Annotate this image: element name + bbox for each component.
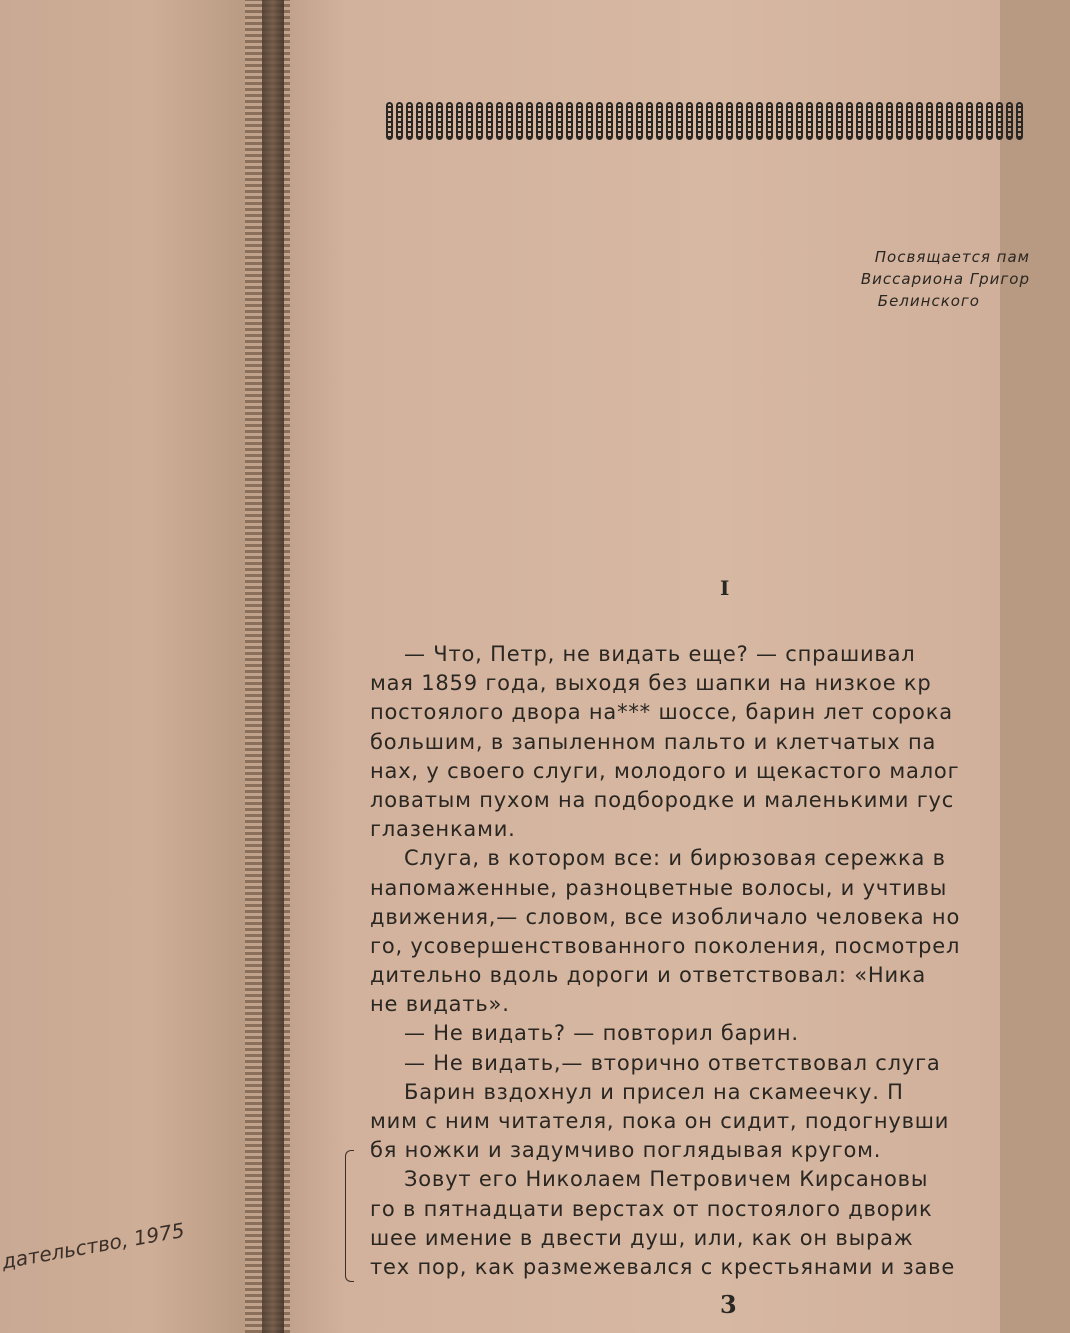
ornament-link [946,102,953,140]
ornament-link [746,102,753,140]
right-page [290,0,1030,1333]
text-line: го в пятнадцати верстах от постоялого дворик [370,1196,933,1221]
text-line: не видать». [370,992,510,1017]
ornament-link [966,102,973,140]
ornament-link [1006,102,1013,140]
ornament-link [816,102,823,140]
ornament-link [626,102,633,140]
ornament-link [706,102,713,140]
dedication-line: Виссариона Григор [860,270,1030,288]
text-line: Барин вздохнул и присел на скамеечку. П [404,1079,904,1104]
ornament-link [756,102,763,140]
text-line: ловатым пухом на подбородке и маленькими гус [370,787,955,812]
ornament-link [436,102,443,140]
ornament-link [406,102,413,140]
ornament-link [906,102,913,140]
text-line: мим с ним читателя, пока он сидит, подогнувши [370,1109,950,1133]
ornament-link [986,102,993,140]
ornament-link [476,102,483,140]
ornament-link [666,102,673,140]
ornament-link [576,102,583,140]
ornament-link [876,102,883,140]
ornament-link [386,102,393,140]
decorative-border-ornament [386,102,1026,142]
ornament-link [796,102,803,140]
text-line: — Что, Петр, не видать еще? — спрашивал [404,642,916,666]
ornament-link [896,102,903,140]
ornament-link [596,102,603,140]
text-line: нах, у своего слуги, молодого и щекастого малог [370,758,960,783]
ornament-link [696,102,703,140]
ornament-link [726,102,733,140]
text-line: Слуга, в котором все: и бирюзовая сережка в [404,846,946,871]
ornament-link [996,102,1003,140]
ornament-link [686,102,693,140]
ornament-link [786,102,793,140]
ornament-link [506,102,513,140]
ornament-link [836,102,843,140]
ornament-link [806,102,813,140]
ornament-link [466,102,473,140]
page-number: 3 [720,1290,737,1319]
ornament-link [486,102,493,140]
ornament-link [396,102,403,140]
ornament-link [446,102,453,140]
ornament-link [456,102,463,140]
ornament-link [916,102,923,140]
spine-gutter [262,0,284,1333]
ornament-link [856,102,863,140]
text-line: мая 1859 года, выходя без шапки на низкое кр [370,671,932,696]
left-page [0,0,250,1333]
ornament-link [766,102,773,140]
text-line: большим, в запыленном пальто и клетчатых па [370,729,937,754]
text-line: напомаженные, разноцветные волосы, и учтивы [370,875,948,900]
text-line: движения,— словом, все изобличало человека но [370,904,961,929]
text-line: дительно вдоль дороги и ответствовал: «Ника [370,963,927,988]
ornament-link [516,102,523,140]
ornament-link [496,102,503,140]
body-text [370,640,1070,1282]
ornament-link [536,102,543,140]
text-line: го, усовершенствованного поколения, посмотрел [370,933,961,958]
text-line: шее имение в двести душ, или, как он выраж [370,1225,914,1250]
ornament-link [556,102,563,140]
dedication-line: Посвящается пам [874,248,1030,266]
dedication [790,246,1030,312]
ornament-link [936,102,943,140]
imprint-text: дательство, 1975 [0,1217,187,1274]
ornament-link [636,102,643,140]
ornament-link [676,102,683,140]
text-line: глазенками. [370,817,516,842]
text-line: — Не видать,— вторично ответствовал слуга [404,1050,941,1075]
ornament-link [606,102,613,140]
ornament-link [776,102,783,140]
text-line: бя ножки и задумчиво поглядывая кругом. [370,1138,882,1163]
ornament-link [716,102,723,140]
ornament-link [846,102,853,140]
ornament-link [656,102,663,140]
dedication-line: Белинского [877,292,980,310]
ornament-link [566,102,573,140]
ornament-link [546,102,553,140]
ornament-link [926,102,933,140]
text-line: Зовут его Николаем Петровичем Кирсановы [404,1167,929,1192]
ornament-link [826,102,833,140]
ornament-link [526,102,533,140]
ornament-link [426,102,433,140]
ornament-link [1016,102,1023,140]
ornament-link [736,102,743,140]
chapter-number: I [720,576,730,600]
ornament-link [866,102,873,140]
pencil-bracket-mark [345,1150,354,1282]
ornament-link [616,102,623,140]
text-line: постоялого двора на*** шоссе, барин лет сорока [370,700,953,725]
text-line: — Не видать? — повторил барин. [404,1021,799,1046]
ornament-link [646,102,653,140]
ornament-link [416,102,423,140]
ornament-link [956,102,963,140]
ornament-link [886,102,893,140]
ornament-link [586,102,593,140]
text-line: тех пор, как размежевался с крестьянами и заве [370,1254,956,1279]
ornament-link [976,102,983,140]
